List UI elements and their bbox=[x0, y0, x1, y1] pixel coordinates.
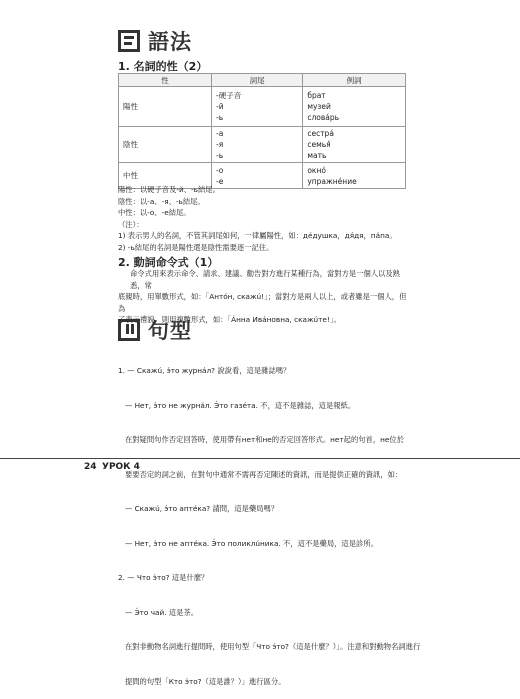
table-header: 性 bbox=[119, 74, 212, 87]
note-line: 中性：以-о、-е結尾。 bbox=[118, 208, 191, 217]
ending: -ь bbox=[216, 151, 224, 160]
pattern-line: 提問的句型「Кто э́то?（這是誰？）」進行區分。 bbox=[118, 676, 286, 686]
pattern-line: — Скажú, э́то аптéка? 請問，這是藥局嗎？ bbox=[118, 504, 279, 513]
section-box-icon bbox=[118, 319, 140, 341]
table-header: 例詞 bbox=[303, 74, 406, 87]
note-line: 陰性：以-а、-я、-ь結尾。 bbox=[118, 196, 205, 206]
pattern-line: — Нет, э́то не журнáл. Э́то газéта. 不，這不是雜誌，這是報紙。 bbox=[118, 400, 356, 410]
table-row bbox=[119, 127, 406, 163]
note-line: （注）： bbox=[118, 219, 144, 229]
page-number: 24 bbox=[84, 462, 97, 472]
pattern-line: 在對疑問句作否定回答時，使用帶有нет和не的否定回答形式。нет起的句首，не位於 bbox=[118, 435, 404, 444]
para-line: 了表示禮貌，則用複數形式，如：「Áнна Ивáновна, скажúте!」。 bbox=[118, 315, 341, 324]
example: мать bbox=[307, 151, 327, 160]
table-header: 詞尾 bbox=[212, 74, 303, 87]
example: сестрá bbox=[307, 129, 334, 138]
lesson-label: УРОК 4 bbox=[102, 462, 140, 472]
table-row bbox=[119, 87, 406, 127]
grammar-notes bbox=[118, 184, 418, 253]
ending: -ь bbox=[216, 113, 224, 122]
pattern-line: 在對非動物名詞進行提問時，使用句型「Что э́то?（這是什麼？）」。注意和對動物名詞進行 bbox=[118, 642, 421, 651]
ending: -е bbox=[216, 176, 224, 186]
ending: -硬子音 bbox=[216, 91, 242, 100]
patterns-title: 句型 bbox=[148, 319, 192, 343]
example: семья́ bbox=[307, 140, 331, 149]
patterns-heading bbox=[118, 315, 192, 345]
note-line: 陽性：以硬子音及-й、-ь結尾。 bbox=[118, 185, 220, 194]
grammar-heading bbox=[118, 26, 192, 56]
grammar-subtitle-1: 1. 名詞的性（2） bbox=[118, 60, 208, 73]
ending: -о bbox=[216, 165, 224, 175]
example: музей bbox=[307, 102, 331, 111]
pattern-line: 1. — Скажú, э́то журнáл? 說說看，這是雜誌嗎？ bbox=[118, 366, 291, 375]
example: брат bbox=[307, 91, 326, 100]
ending: -й bbox=[216, 102, 224, 111]
pattern-line: 要要否定的詞之前，在對句中通常不需再否定陳述的資訊，而是提供正確的資訊，如： bbox=[118, 469, 403, 479]
ending: -а bbox=[216, 129, 224, 138]
example: упражнéние bbox=[307, 176, 357, 186]
pattern-line: — Э́то чай. 這是茶。 bbox=[118, 607, 199, 617]
note-line: 1) 表示男人的名詞，不管其詞尾如何，一律屬陽性，如：дéдушка，дя́дя，пáпа。 bbox=[118, 231, 397, 240]
grammar-subtitle-2: 2. 動詞命令式（1） bbox=[118, 256, 219, 269]
table-cell-gender: 陽性 bbox=[119, 87, 212, 127]
patterns-body bbox=[118, 342, 421, 699]
grammar-title: 語法 bbox=[148, 30, 192, 54]
footer-rule bbox=[0, 458, 520, 459]
table-cell-gender: 中性 bbox=[119, 163, 212, 189]
example: словáрь bbox=[307, 113, 340, 122]
table-cell-gender: 陰性 bbox=[119, 127, 212, 163]
para-line: 命令式用來表示命令、請求、建議、勸告對方進行某種行為，當對方是一個人以及熟悉，常 bbox=[130, 269, 400, 290]
para-line: 底親時，用單數形式，如：「Антóн, скажú!」；當對方是兩人以上，或者雖是一個人，但為 bbox=[118, 292, 407, 313]
ending: -я bbox=[216, 140, 224, 149]
note-line: 2) -ь結尾的名詞是陽性還是陰性需要逐一記住。 bbox=[118, 242, 274, 252]
section-box-icon bbox=[118, 30, 140, 52]
pattern-line: 2. — Что э́то? 這是什麼？ bbox=[118, 573, 209, 582]
pattern-line: — Нет, э́то не аптéка. Э́то поликлúника. 不，這不是藥局，這是診所。 bbox=[118, 538, 378, 548]
example: окнó bbox=[307, 165, 326, 175]
noun-gender-table bbox=[118, 73, 406, 189]
